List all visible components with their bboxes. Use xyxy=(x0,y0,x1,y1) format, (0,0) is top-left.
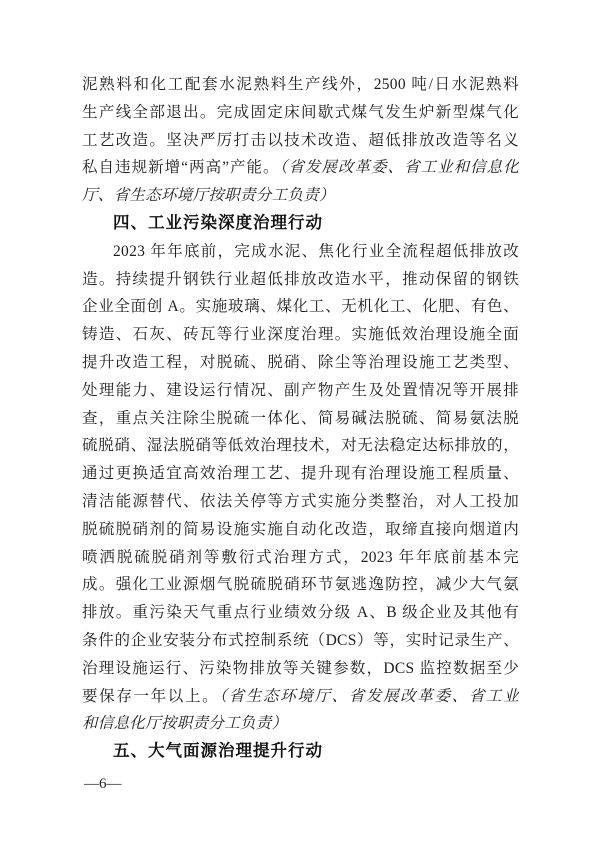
text-line xyxy=(82,488,519,516)
text-segment: 条件的企业安装分布式控制系统（DCS）等，实时记录生产、 xyxy=(82,631,519,649)
text-segment: 铸造、石灰、砖瓦等行业深度治理。实施低效治理设施全面 xyxy=(82,326,519,344)
page-number: —6— xyxy=(84,776,122,792)
text-line xyxy=(82,405,519,433)
text-segment: 排放。重污染天气重点行业绩效分级 A、B 级企业及其他有 xyxy=(82,604,519,622)
text-line xyxy=(82,710,519,738)
text-line xyxy=(82,266,519,294)
text-line xyxy=(82,599,519,627)
text-segment: 成。强化工业源烟气脱硫脱硝环节氨逃逸防控，减少大气氨 xyxy=(82,576,519,594)
text-line xyxy=(82,238,519,266)
kai-text-segment: （省发展改革委、省工业和信息化 xyxy=(279,159,519,177)
section-heading: 五、大气面源治理提升行动 xyxy=(113,742,323,761)
text-line xyxy=(82,127,519,155)
text-line xyxy=(82,683,519,711)
text-line xyxy=(82,432,519,460)
text-line xyxy=(82,349,519,377)
text-segment: 治理设施运行、污染物排放等关键参数，DCS 监控数据至少 xyxy=(82,659,519,677)
text-segment: 查，重点关注除尘脱硫一体化、简易碱法脱硫、简易氨法脱 xyxy=(82,409,519,427)
text-segment: 清洁能源替代、依法关停等方式实施分类整治，对人工投加 xyxy=(82,492,519,510)
text-segment: 提升改造工程，对脱硫、脱硝、除尘等治理设施工艺类型、 xyxy=(82,353,519,371)
text-line xyxy=(82,544,519,572)
text-segment: 2023 年年底前，完成水泥、焦化行业全流程超低排放改 xyxy=(113,242,519,260)
text-line xyxy=(82,154,519,182)
text-line xyxy=(82,293,519,321)
text-line xyxy=(82,655,519,683)
text-segment: 处理能力、建设运行情况、副产物产生及处置情况等开展排 xyxy=(82,381,519,399)
text-line xyxy=(82,627,519,655)
text-line xyxy=(82,377,519,405)
text-segment: 通过更换适宜高效治理工艺、提升现有治理设施工程质量、 xyxy=(82,465,519,483)
text-line xyxy=(82,516,519,544)
kai-text-segment: （省生态环境厅、省发展改革委、省工业 xyxy=(219,687,519,705)
text-segment: 工艺改造。坚决严厉打击以技术改造、超低排放改造等名义 xyxy=(82,131,519,149)
text-segment: 要保存一年以上。 xyxy=(82,687,220,705)
text-segment: 喷洒脱硫脱硝剂等敷衍式治理方式，2023 年年底前基本完 xyxy=(82,548,519,566)
text-line xyxy=(82,71,519,99)
text-segment: 脱硫脱硝剂的简易设施实施自动化改造，取缔直接向烟道内 xyxy=(82,520,519,538)
text-line xyxy=(82,99,519,127)
text-line xyxy=(82,460,519,488)
text-segment: 企业全面创 A。实施玻璃、煤化工、无机化工、化肥、有色、 xyxy=(82,298,519,316)
text-segment: 造。持续提升钢铁行业超低排放改造水平，推动保留的钢铁 xyxy=(82,270,519,288)
kai-text-segment: 和信息化厅按职责分工负责） xyxy=(82,715,288,733)
section-heading: 四、工业污染深度治理行动 xyxy=(113,213,323,232)
text-line xyxy=(82,571,519,599)
text-line xyxy=(82,182,519,210)
text-segment: 私自违规新增“两高”产能。 xyxy=(82,159,280,177)
text-segment: 生产线全部退出。完成固定床间歇式煤气发生炉新型煤气化 xyxy=(82,103,519,121)
text-block xyxy=(82,71,519,766)
kai-text-segment: 厅、省生态环境厅按职责分工负责） xyxy=(82,187,335,205)
text-segment: 硫脱硝、湿法脱硝等低效治理技术，对无法稳定达标排放的， xyxy=(82,437,519,455)
text-segment: 泥熟料和化工配套水泥熟料生产线外，2500 吨/日水泥熟料 xyxy=(82,76,519,93)
text-line xyxy=(82,321,519,349)
